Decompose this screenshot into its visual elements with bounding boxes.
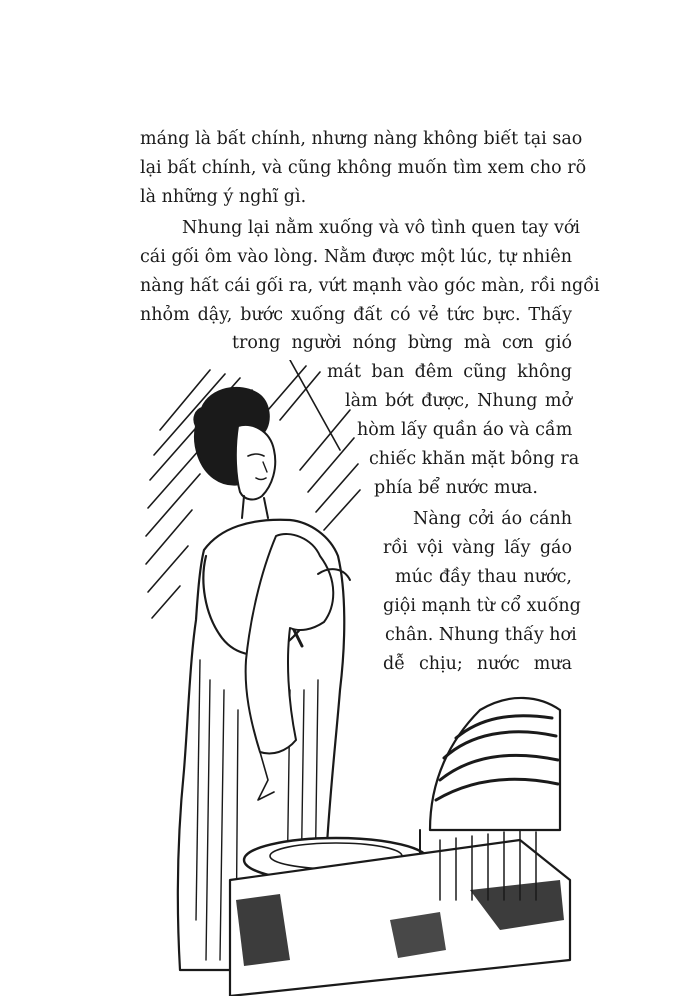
woman-bathing-illustration [140,360,580,996]
text-line: cái gối ôm vào lòng. Nằm được một lúc, tự nhiên [140,247,572,267]
text-line: máng là bất chính, nhưng nàng không biết tại sao [140,129,583,149]
text-line: Nàng cởi áo cánh [413,509,572,529]
text-line: dễ chịu; nước mưa [383,654,572,674]
text-line: múc đầy thau nước, [395,567,572,587]
text-line: chân. Nhung thấy hơi [385,625,577,645]
text-line: phía bể nước mưa. [374,478,538,498]
text-line: là những ý nghĩ gì. [140,187,307,207]
face [236,425,275,499]
text-line: nàng hất cái gối ra, vứt mạnh vào góc màn, rồi ngồi [140,276,600,296]
text-line: trong người nóng bừng mà cơn gió [232,333,572,353]
text-line: Nhung lại nằm xuống và vô tình quen tay với [182,218,581,238]
text-line: rồi vội vàng lấy gáo [383,538,572,558]
text-line: chiếc khăn mặt bông ra [369,449,580,469]
text-line: giội mạnh từ cổ xuống [383,596,581,616]
text-line: lại bất chính, và cũng không muốn tìm xem cho rõ [140,158,587,178]
text-line: mát ban đêm cũng không [327,362,572,382]
text-line: nhỏm dậy, bước xuống đất có vẻ tức bực. Thấy [140,305,572,325]
text-line: làm bớt được, Nhung mở [345,391,572,411]
text-line: hòm lấy quần áo và cầm [357,420,573,440]
